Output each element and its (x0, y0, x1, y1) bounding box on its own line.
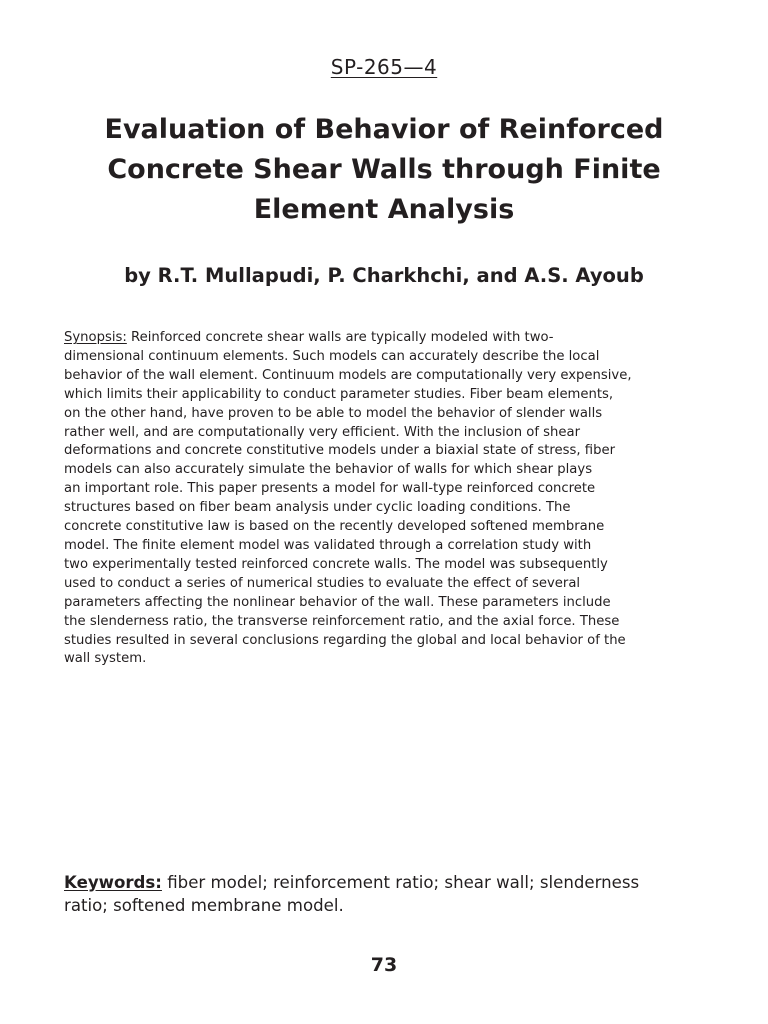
synopsis-line: behavior of the wall element. Continuum models are computationally very expensive, (64, 367, 632, 383)
keywords-paragraph (64, 871, 704, 917)
keywords-label: Keywords: (64, 873, 162, 892)
synopsis-line: models can also accurately simulate the behavior of walls for which shear plays (64, 462, 593, 478)
paper-id: SP-265—4 (330, 55, 438, 79)
title-line: Concrete Shear Walls through Finite (107, 154, 661, 185)
synopsis-line: model. The finite element model was validated through a correlation study with (64, 537, 592, 553)
synopsis-line: structures based on fiber beam analysis under cyclic loading conditions. The (64, 500, 571, 516)
page-number: 73 (370, 954, 398, 976)
title-line: Evaluation of Behavior of Reinforced (104, 114, 664, 145)
synopsis-line: an important role. This paper presents a model for wall-type reinforced concrete (64, 481, 596, 497)
keywords-line (64, 871, 704, 894)
paper-title (84, 110, 684, 230)
synopsis-line: which limits their applicability to conduct parameter studies. Fiber beam elements, (64, 386, 614, 402)
keywords-line: ratio; softened membrane model. (64, 896, 344, 915)
synopsis-line: two experimentally tested reinforced concrete walls. The model was subsequently (64, 556, 608, 572)
synopsis-line: used to conduct a series of numerical studies to evaluate the effect of several (64, 575, 581, 591)
synopsis-line: the slenderness ratio, the transverse reinforcement ratio, and the axial force. These (64, 613, 620, 629)
title-line: Element Analysis (253, 194, 515, 225)
synopsis-line: wall system. (64, 651, 147, 667)
synopsis-line: deformations and concrete constitutive models under a biaxial state of stress, fiber (64, 443, 616, 459)
synopsis-line: parameters affecting the nonlinear behavior of the wall. These parameters include (64, 594, 611, 610)
synopsis-line: rather well, and are computationally very efficient. With the inclusion of shear (64, 424, 581, 440)
synopsis-line: concrete constitutive law is based on the recently developed softened membrane (64, 519, 605, 535)
synopsis-line: dimensional continuum elements. Such models can accurately describe the local (64, 348, 600, 364)
synopsis-line: on the other hand, have proven to be able to model the behavior of slender walls (64, 405, 603, 421)
authors-byline: by R.T. Mullapudi, P. Charkhchi, and A.S. Ayoub (124, 264, 644, 287)
keywords-text: fiber model; reinforcement ratio; shear wall; slenderness (161, 873, 640, 892)
synopsis-label: Synopsis: (64, 330, 127, 345)
synopsis-line: studies resulted in several conclusions regarding the global and local behavior of the (64, 632, 626, 648)
synopsis-paragraph (64, 329, 706, 669)
synopsis-text: Reinforced concrete shear walls are typically modeled with two- (126, 330, 554, 345)
synopsis-line (64, 329, 706, 348)
